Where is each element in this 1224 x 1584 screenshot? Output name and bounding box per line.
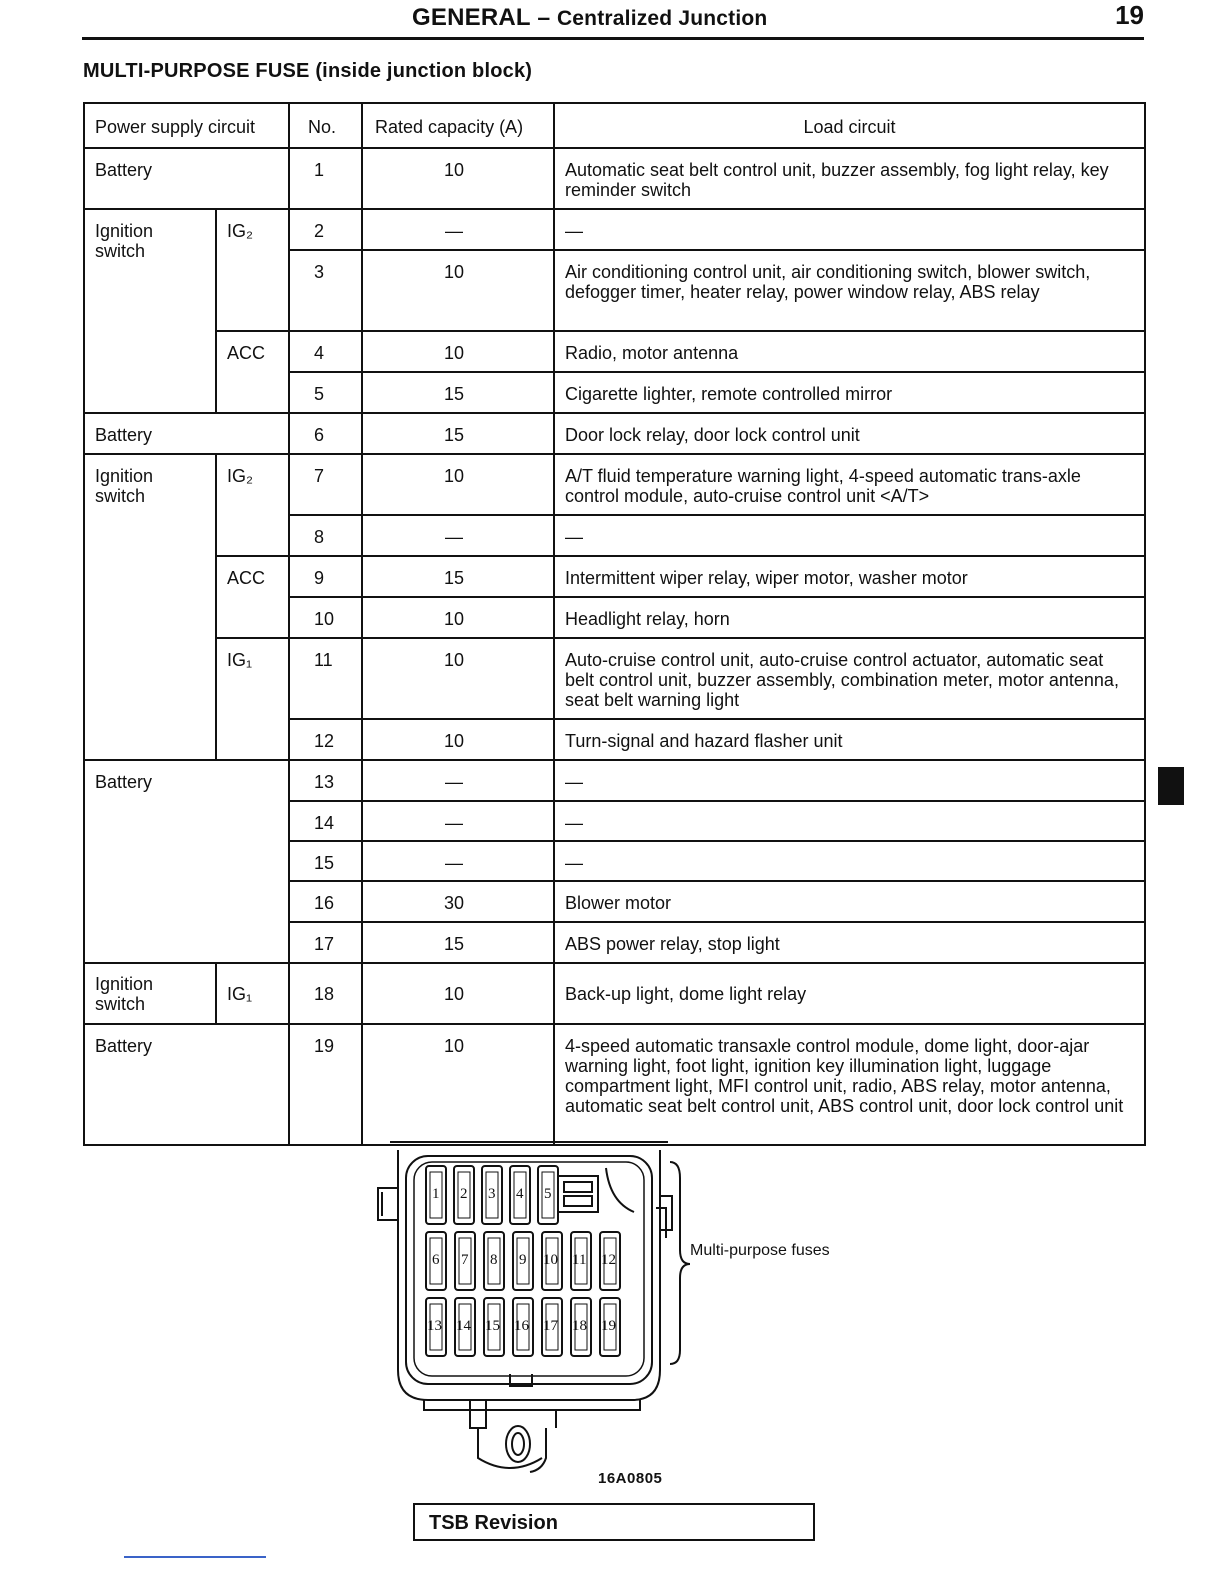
fuse-load: Auto-cruise control unit, auto-cruise control actuator, automatic seat belt control unit, buzzer assembly, combination meter, motor antenna, seat belt warning light — [554, 638, 1145, 719]
fuse-capacity: 15 — [362, 413, 554, 454]
fuse-capacity: 15 — [362, 922, 554, 963]
fuse-no: 2 — [289, 209, 362, 250]
fuse-number-label: 8 — [490, 1252, 498, 1268]
supply-battery: Battery — [84, 760, 289, 963]
header-capacity: Rated capacity (A) — [362, 103, 554, 148]
supply-ignition-switch: Ignition switch — [84, 963, 216, 1024]
fuse-number-label: 6 — [432, 1252, 440, 1268]
fuse-load: — — [554, 760, 1145, 801]
section-title: MULTI-PURPOSE FUSE (inside junction block) — [83, 60, 533, 82]
fuse-number-label: 18 — [572, 1318, 587, 1334]
fuse-no: 10 — [289, 597, 362, 638]
fuse-load: Blower motor — [554, 881, 1145, 922]
supply-ig1: IG₁ — [216, 963, 289, 1024]
fuse-number-label: 7 — [461, 1252, 469, 1268]
fuse-load: 4-speed automatic transaxle control module, dome light, door-ajar warning light, foot light, ignition key illumination light, luggage compartment light, MFI control unit, radio, ABS relay, motor antenna, automatic seat belt control unit, ABS control unit, door lock control unit — [554, 1024, 1145, 1145]
supply-acc: ACC — [216, 556, 289, 638]
fuse-load: Air conditioning control unit, air conditioning switch, blower switch, defogger timer, heater relay, power window relay, ABS relay — [554, 250, 1145, 331]
fuse-capacity: 10 — [362, 331, 554, 372]
fuse-load: Automatic seat belt control unit, buzzer assembly, fog light relay, key reminder switch — [554, 148, 1145, 209]
tsb-revision-label: TSB Revision — [429, 1512, 558, 1534]
fuse-number-label: 10 — [543, 1252, 558, 1268]
fuse-load: Radio, motor antenna — [554, 331, 1145, 372]
fuse-capacity: — — [362, 801, 554, 841]
junction-block-drawing — [360, 1138, 830, 1488]
figure-code: 16A0805 — [598, 1470, 663, 1487]
supply-acc: ACC — [216, 331, 289, 413]
fuse-capacity: 10 — [362, 148, 554, 209]
fuse-load: Cigarette lighter, remote controlled mirror — [554, 372, 1145, 413]
table-row — [84, 556, 1145, 597]
fuse-load: Door lock relay, door lock control unit — [554, 413, 1145, 454]
fuse-number-label: 15 — [485, 1318, 500, 1334]
fuse-load: Turn-signal and hazard flasher unit — [554, 719, 1145, 760]
footer-underline — [124, 1556, 266, 1558]
fuse-load: Intermittent wiper relay, wiper motor, washer motor — [554, 556, 1145, 597]
fuse-load: ABS power relay, stop light — [554, 922, 1145, 963]
fuse-no: 7 — [289, 454, 362, 515]
table-row — [84, 331, 1145, 372]
fuse-number-label: 14 — [456, 1318, 471, 1334]
fuse-load: — — [554, 841, 1145, 881]
fuse-number-label: 5 — [544, 1186, 552, 1202]
table-header-row — [84, 103, 1145, 148]
supply-ig1: IG₁ — [216, 638, 289, 760]
page-title — [412, 4, 767, 32]
header-no: No. — [289, 103, 362, 148]
page-number: 19 — [1115, 0, 1144, 30]
title-sub: Centralized Junction — [556, 7, 768, 30]
table-row — [84, 454, 1145, 515]
fuse-capacity: 10 — [362, 963, 554, 1024]
fuse-number-label: 16 — [514, 1318, 529, 1334]
fuse-load: Back-up light, dome light relay — [554, 963, 1145, 1024]
fuse-no: 6 — [289, 413, 362, 454]
fuse-capacity: — — [362, 515, 554, 556]
fuse-number-label: 4 — [516, 1186, 524, 1202]
supply-ignition-switch: Ignition switch — [84, 209, 216, 413]
title-main: GENERAL — [412, 4, 531, 31]
header-power-supply: Power supply circuit — [84, 103, 289, 148]
supply-battery: Battery — [84, 1024, 289, 1145]
fuse-no: 5 — [289, 372, 362, 413]
fuse-load: — — [554, 515, 1145, 556]
junction-block-diagram — [360, 1138, 830, 1488]
fuse-no: 17 — [289, 922, 362, 963]
table-row — [84, 963, 1145, 1024]
table-row — [84, 413, 1145, 454]
table-row — [84, 148, 1145, 209]
supply-ig2: IG₂ — [216, 209, 289, 331]
fuse-capacity: 10 — [362, 719, 554, 760]
fuse-number-label: 17 — [543, 1318, 558, 1334]
fuse-load: A/T fluid temperature warning light, 4-speed automatic trans-axle control module, auto-cruise control unit <A/T> — [554, 454, 1145, 515]
fuse-load: — — [554, 209, 1145, 250]
section-marker-tab — [1158, 767, 1184, 805]
fuse-capacity: — — [362, 841, 554, 881]
supply-battery: Battery — [84, 413, 289, 454]
fuse-table — [83, 102, 1146, 1146]
fuse-no: 16 — [289, 881, 362, 922]
fuse-number-label: 11 — [572, 1252, 587, 1268]
supply-ig2: IG₂ — [216, 454, 289, 556]
table-row — [84, 1024, 1145, 1145]
table-row — [84, 638, 1145, 719]
fuse-number-label: 13 — [427, 1318, 442, 1334]
table-row — [84, 209, 1145, 250]
fuse-number-label: 19 — [601, 1318, 616, 1334]
page-header — [82, 0, 1144, 38]
fuse-no: 13 — [289, 760, 362, 801]
header-divider — [82, 37, 1144, 40]
fuse-no: 11 — [289, 638, 362, 719]
supply-battery: Battery — [84, 148, 289, 209]
fuse-no: 14 — [289, 801, 362, 841]
fuse-no: 4 — [289, 331, 362, 372]
fuse-capacity: 10 — [362, 454, 554, 515]
fuse-load: — — [554, 801, 1145, 841]
fuse-no: 1 — [289, 148, 362, 209]
fuse-no: 15 — [289, 841, 362, 881]
fuse-no: 12 — [289, 719, 362, 760]
fuse-number-label: 9 — [519, 1252, 527, 1268]
fuse-number-label: 3 — [488, 1186, 496, 1202]
fuse-capacity: 10 — [362, 250, 554, 331]
fuse-capacity: — — [362, 209, 554, 250]
fuse-capacity: — — [362, 760, 554, 801]
fuse-no: 18 — [289, 963, 362, 1024]
supply-ignition-switch: Ignition switch — [84, 454, 216, 760]
fuse-no: 3 — [289, 250, 362, 331]
header-load: Load circuit — [554, 103, 1145, 148]
tsb-revision-box — [413, 1503, 815, 1541]
fuse-capacity: 30 — [362, 881, 554, 922]
fuse-number-label: 1 — [432, 1186, 440, 1202]
fuse-capacity: 10 — [362, 1024, 554, 1145]
fuse-capacity: 10 — [362, 638, 554, 719]
fuse-load: Headlight relay, horn — [554, 597, 1145, 638]
table-row — [84, 760, 1145, 801]
fuse-no: 9 — [289, 556, 362, 597]
fuse-no: 8 — [289, 515, 362, 556]
callout-multi-purpose-fuses: Multi-purpose fuses — [690, 1242, 830, 1259]
fuse-capacity: 15 — [362, 556, 554, 597]
fuse-number-label: 12 — [601, 1252, 616, 1268]
title-dash: – — [537, 4, 551, 30]
fuse-capacity: 15 — [362, 372, 554, 413]
fuse-no: 19 — [289, 1024, 362, 1145]
fuse-number-label: 2 — [460, 1186, 468, 1202]
fuse-capacity: 10 — [362, 597, 554, 638]
